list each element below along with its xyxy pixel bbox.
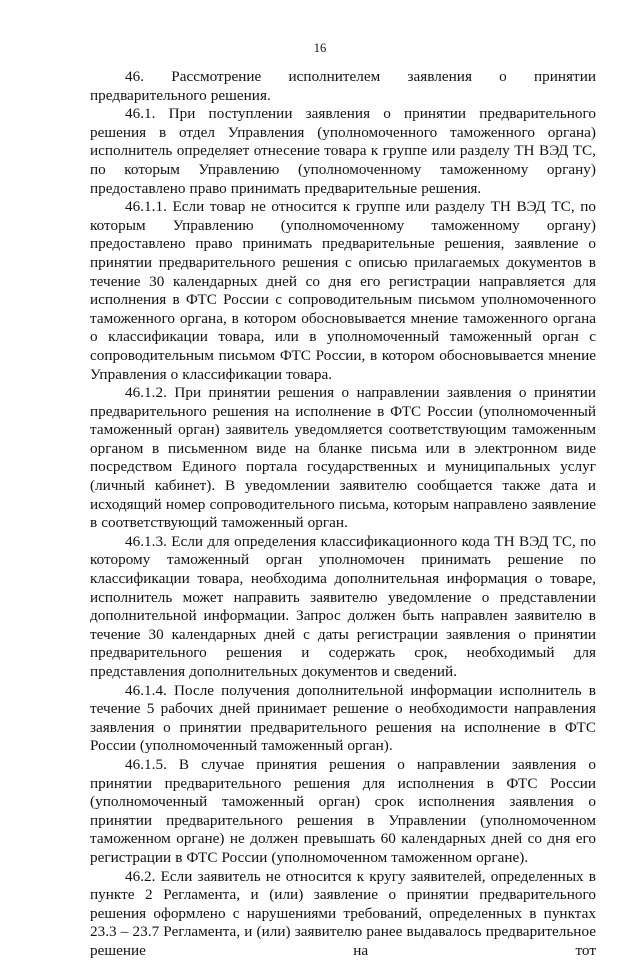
document-body (90, 68, 596, 961)
paragraph-46-1-3: 46.1.3. Если для определения классификационного кода ТН ВЭД ТС, по которому таможенный орган уполномочен принимать решение по классификации товара, необходима дополнительная информация о товаре, исполнитель может направить заявителю уведомление о представлении дополнительной информации. Запрос должен быть направлен заявителю в течение 30 календарных дней с даты регистрации заявления о принятии предварительного решения и содержать срок, необходимый для представления дополнительных документов и сведений. (90, 532, 596, 680)
paragraph-46-1: 46.1. При поступлении заявления о принятии предварительного решения в отдел Управления (уполномоченного таможенного органа) исполнитель определяет отнесение товара к группе или разделу ТН ВЭД ТС, по которым Управлению (уполномоченному таможенному органу) предоставлено право принимать предварительные решения. (90, 105, 596, 197)
paragraph-46-1-1: 46.1.1. Если товар не относится к группе или разделу ТН ВЭД ТС, по которым Управлению (уполномоченному таможенному органу) предоставлено право принимать предварительные решения, заявление о принятии предварительного решения с описью прилагаемых документов в течение 30 календарных дней со дня его регистрации направляется для исполнения в ФТС России с сопроводительным письмом уполномоченного таможенного органа, в котором обосновывается мнение таможенного органа о классификации товара, или в уполномоченный таможенный орган с сопроводительным письмом ФТС России, в котором обосновывается мнение Управления о классификации товара. (90, 198, 596, 383)
paragraph-46: 46. Рассмотрение исполнителем заявления о принятии предварительного решения. (90, 68, 596, 104)
paragraph-46-1-4: 46.1.4. После получения дополнительной информации исполнитель в течение 5 рабочих дней принимает решение о необходимости направления заявления о принятии предварительного решения на исполнение в ФТС России (уполномоченный таможенный орган). (90, 681, 596, 755)
paragraph-46-1-2: 46.1.2. При принятии решения о направлении заявления о принятии предварительного решения на исполнение в ФТС России (уполномоченный таможенный орган) заявитель уведомляется соответствующим таможенным органом в письменном виде на бланке письма или в электронном виде посредством Единого портала государственных и муниципальных услуг (личный кабинет). В уведомлении заявителю сообщается также дата и исходящий номер сопроводительного письма, которым направлено заявление в соответствующий таможенный орган. (90, 384, 596, 532)
page-number: 16 (313, 41, 327, 55)
paragraph-46-1-5: 46.1.5. В случае принятия решения о направлении заявления о принятии предварительного решения для исполнения в ФТС России (уполномоченный таможенный орган) срок исполнения заявления о принятии предварительного решения в Управлении (уполномоченном таможенном органе) не должен превышать 60 календарных дней со дня его регистрации в ФТС России (уполномоченном таможенном органе). (90, 755, 596, 866)
paragraph-46-2: 46.2. Если заявитель не относится к кругу заявителей, определенных в пункте 2 Регламента, и (или) заявление о принятии предварительного решения оформлено с нарушениями требований, определенных в пунктах 23.3 – 23.7 Регламента, и (или) заявителю ранее выдавалось предварительное решение на тот (90, 867, 596, 959)
